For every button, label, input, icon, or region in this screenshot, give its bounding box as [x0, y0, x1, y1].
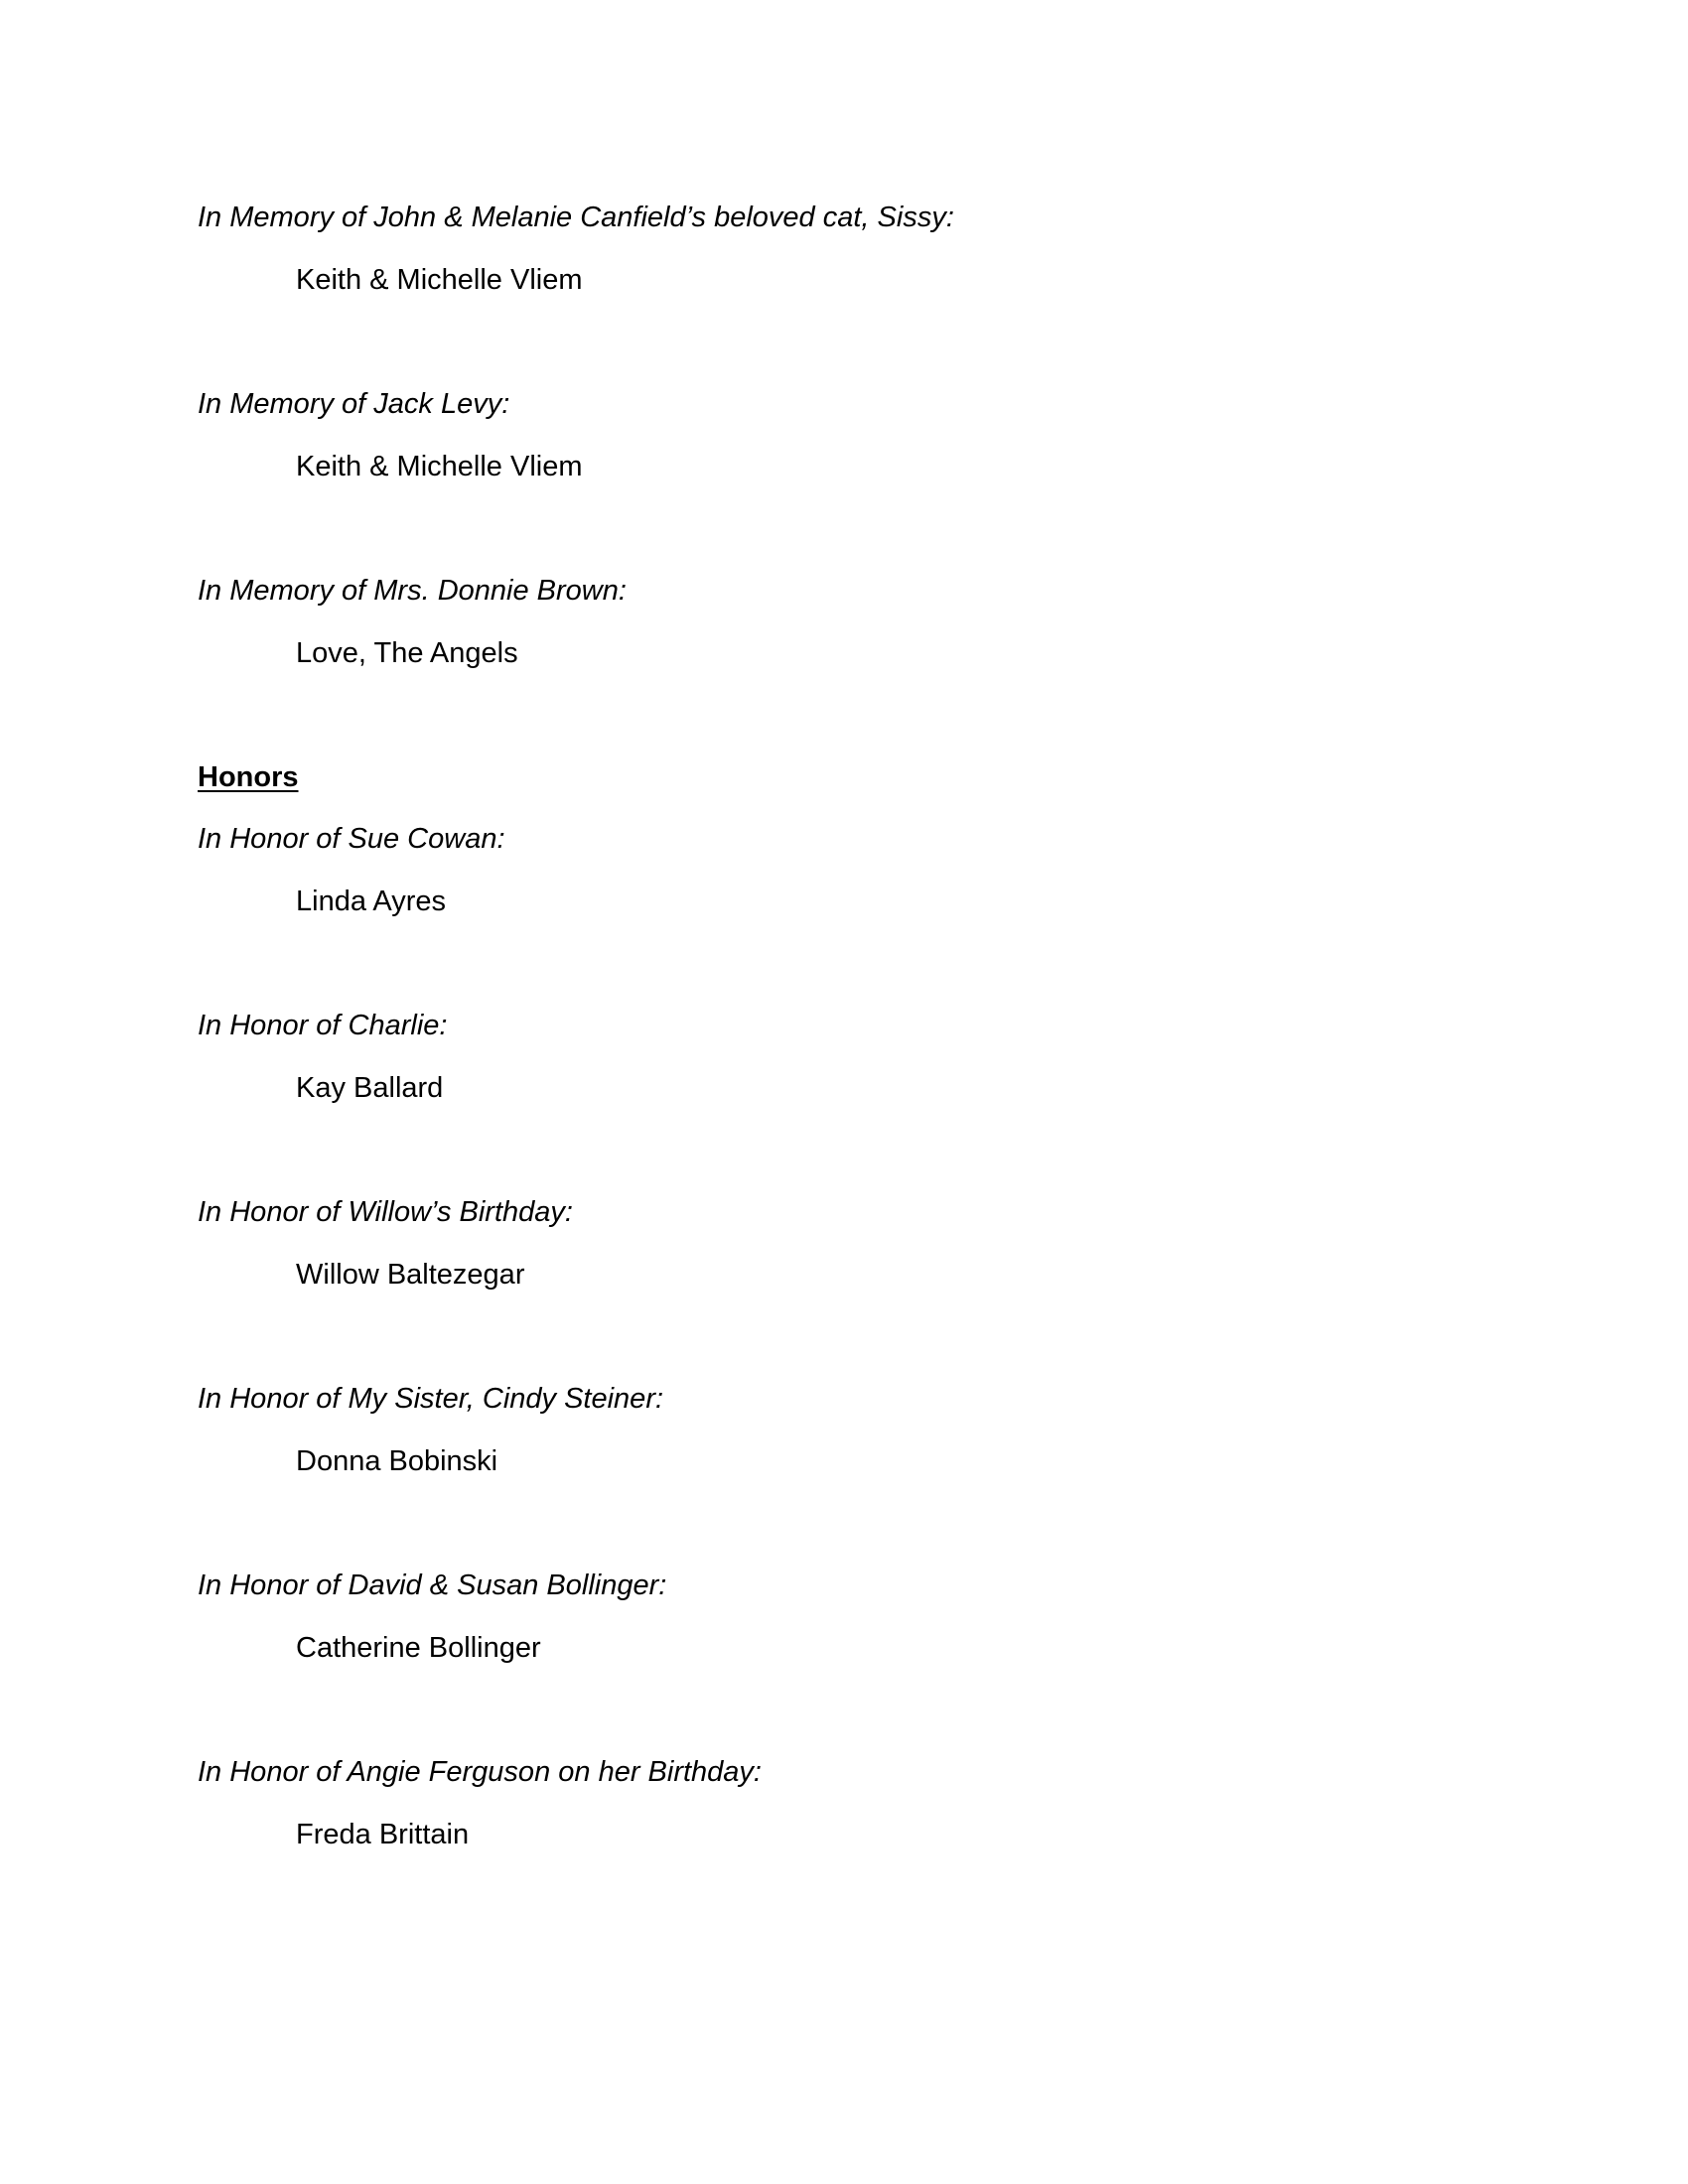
honor-donor: Freda Brittain — [296, 1819, 470, 1850]
honor-heading: In Honor of My Sister, Cindy Steiner: — [198, 1383, 664, 1415]
honor-donor: Willow Baltezegar — [296, 1259, 525, 1291]
memorial-donor: Love, The Angels — [296, 637, 518, 669]
honor-donor: Kay Ballard — [296, 1072, 444, 1104]
honor-heading: In Honor of David & Susan Bollinger: — [198, 1570, 667, 1601]
memorial-heading: In Memory of Jack Levy: — [198, 388, 510, 420]
honor-donor: Catherine Bollinger — [296, 1632, 541, 1664]
honor-heading: In Honor of Sue Cowan: — [198, 823, 505, 855]
memorial-heading: In Memory of John & Melanie Canfield’s beloved cat, Sissy: — [198, 202, 954, 233]
honor-heading: In Honor of Willow’s Birthday: — [198, 1196, 573, 1228]
honors-section-title: Honors — [198, 761, 299, 793]
honor-heading: In Honor of Charlie: — [198, 1010, 448, 1041]
honor-donor: Linda Ayres — [296, 886, 447, 917]
memorial-donor: Keith & Michelle Vliem — [296, 451, 583, 482]
honor-heading: In Honor of Angie Ferguson on her Birthday: — [198, 1756, 762, 1788]
honor-donor: Donna Bobinski — [296, 1445, 498, 1477]
memorial-heading: In Memory of Mrs. Donnie Brown: — [198, 575, 627, 607]
memorial-donor: Keith & Michelle Vliem — [296, 264, 583, 296]
